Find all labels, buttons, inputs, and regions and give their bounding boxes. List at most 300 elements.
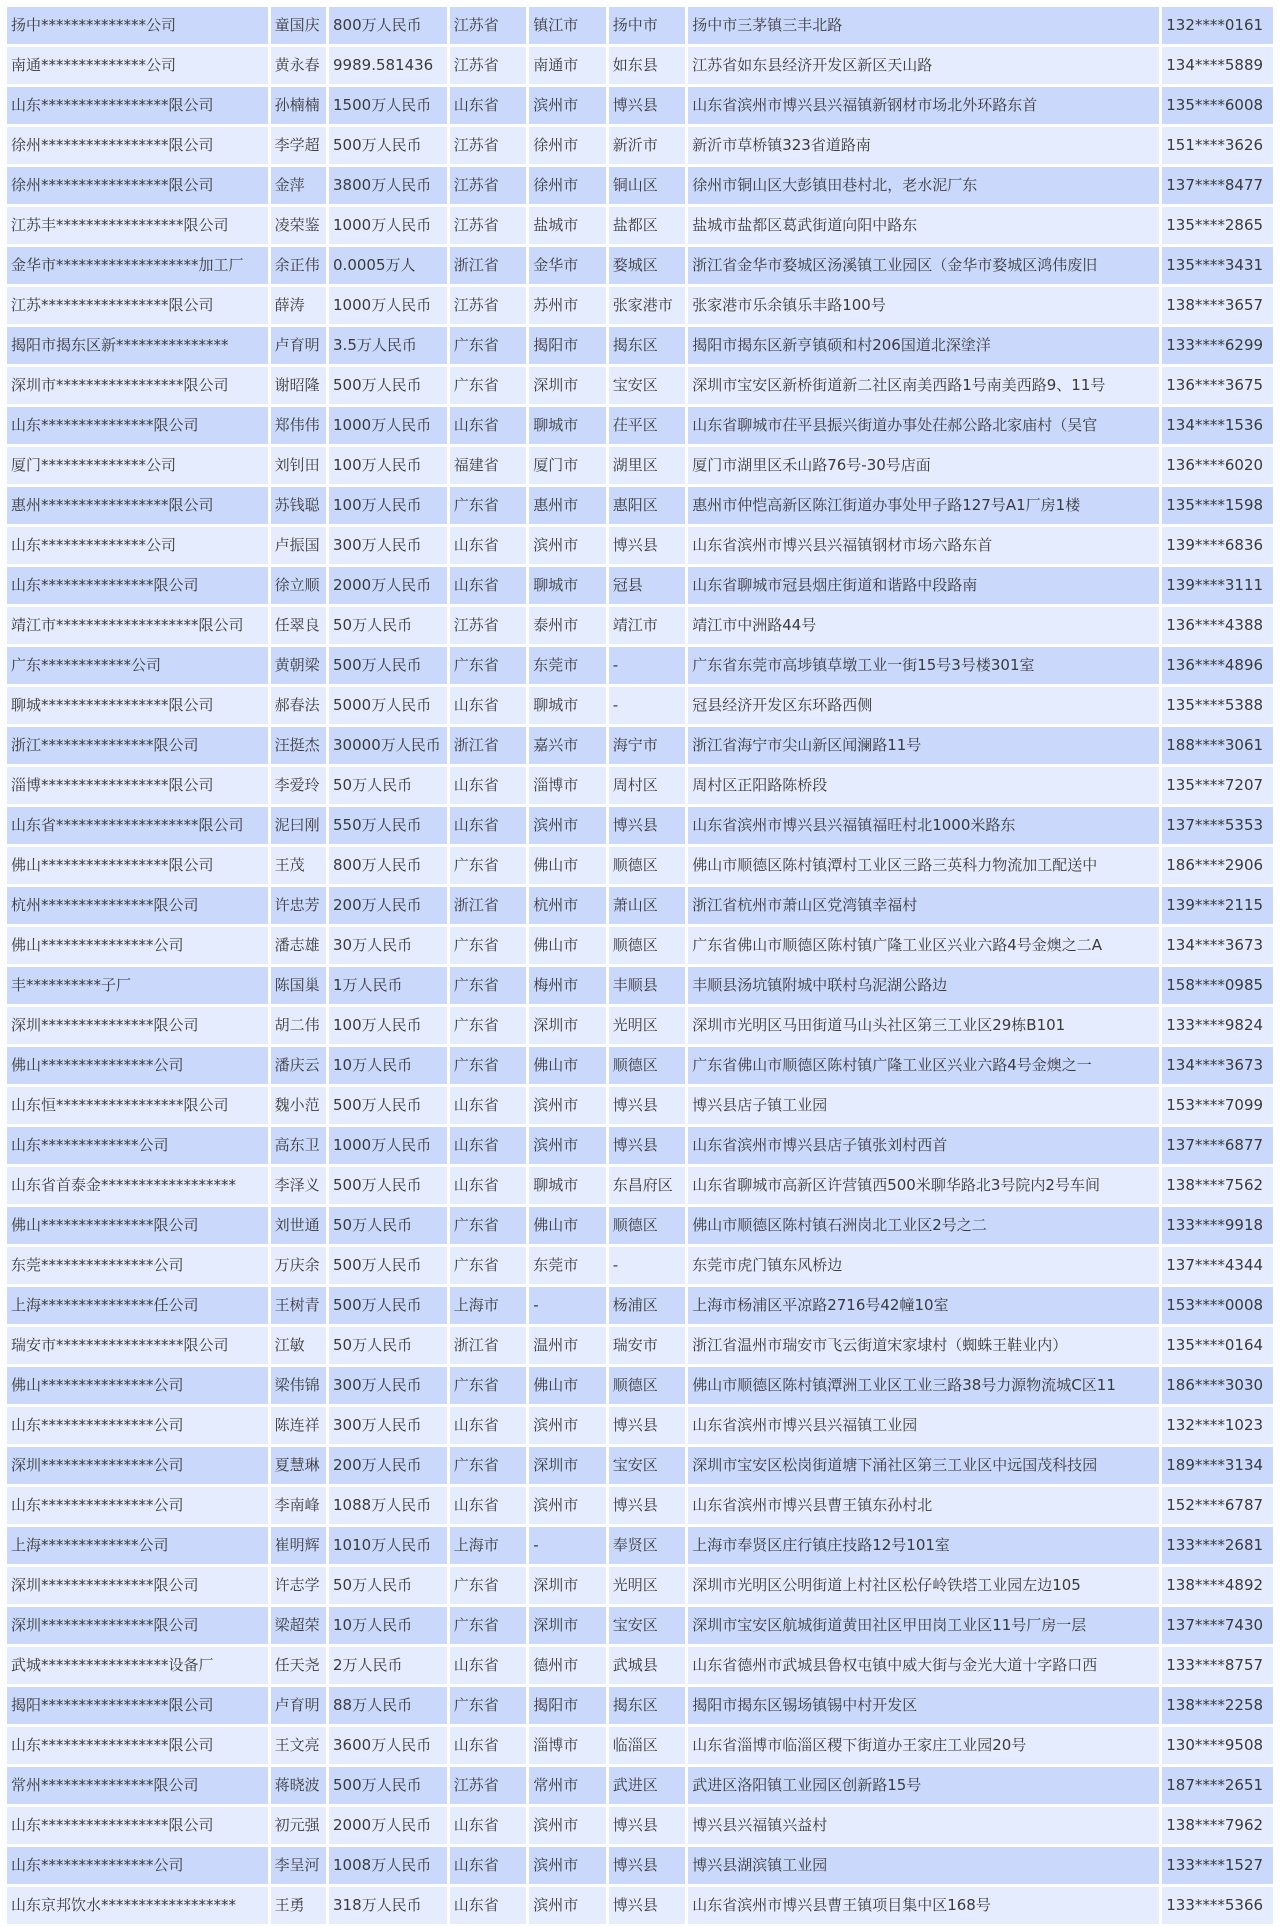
company-name-cell: 深圳***************限公司 xyxy=(7,1607,268,1644)
table-row xyxy=(7,127,1273,164)
table-row xyxy=(7,1247,1273,1284)
legal-person-cell: 高东卫 xyxy=(271,1127,326,1164)
phone-cell: 134****3673 xyxy=(1162,927,1273,964)
company-name-cell: 山东*****************限公司 xyxy=(7,1727,268,1764)
company-name-cell: 佛山***************公司 xyxy=(7,927,268,964)
city-cell: 佛山市 xyxy=(529,1367,605,1404)
table-row xyxy=(7,967,1273,1004)
phone-cell: 135****6008 xyxy=(1162,87,1273,124)
city-cell: 嘉兴市 xyxy=(529,727,605,764)
address-cell: 博兴县店子镇工业园 xyxy=(688,1087,1159,1124)
company-name-cell: 聊城*****************限公司 xyxy=(7,687,268,724)
legal-person-cell: 黄朝梁 xyxy=(271,647,326,684)
table-row xyxy=(7,727,1273,764)
table-row xyxy=(7,87,1273,124)
address-cell: 深圳市宝安区新桥街道新二社区南美西路1号南美西路9、11号 xyxy=(688,367,1159,404)
legal-person-cell: 江敏 xyxy=(271,1327,326,1364)
registered-capital-cell: 550万人民币 xyxy=(329,807,447,844)
table-row xyxy=(7,527,1273,564)
phone-cell: 135****0164 xyxy=(1162,1327,1273,1364)
province-cell: 广东省 xyxy=(450,1607,526,1644)
legal-person-cell: 谢昭隆 xyxy=(271,367,326,404)
city-cell: 滨州市 xyxy=(529,527,605,564)
city-cell: 厦门市 xyxy=(529,447,605,484)
legal-person-cell: 潘志雄 xyxy=(271,927,326,964)
registered-capital-cell: 500万人民币 xyxy=(329,1247,447,1284)
phone-cell: 136****6020 xyxy=(1162,447,1273,484)
phone-cell: 151****3626 xyxy=(1162,127,1273,164)
company-name-cell: 金华市*******************加工厂 xyxy=(7,247,268,284)
legal-person-cell: 郑伟伟 xyxy=(271,407,326,444)
address-cell: 扬中市三茅镇三丰北路 xyxy=(688,7,1159,44)
registered-capital-cell: 318万人民币 xyxy=(329,1887,447,1924)
phone-cell: 138****3657 xyxy=(1162,287,1273,324)
registered-capital-cell: 1500万人民币 xyxy=(329,87,447,124)
district-cell: 博兴县 xyxy=(609,1407,685,1444)
registered-capital-cell: 0.0005万人 xyxy=(329,247,447,284)
legal-person-cell: 泥曰刚 xyxy=(271,807,326,844)
district-cell: 武进区 xyxy=(609,1767,685,1804)
district-cell: 如东县 xyxy=(609,47,685,84)
phone-cell: 135****3431 xyxy=(1162,247,1273,284)
city-cell: 东莞市 xyxy=(529,1247,605,1284)
province-cell: 江苏省 xyxy=(450,287,526,324)
table-row xyxy=(7,1567,1273,1604)
registered-capital-cell: 100万人民币 xyxy=(329,447,447,484)
district-cell: 东昌府区 xyxy=(609,1167,685,1204)
district-cell: 顺德区 xyxy=(609,1367,685,1404)
company-name-cell: 山东*****************限公司 xyxy=(7,1807,268,1844)
registered-capital-cell: 200万人民币 xyxy=(329,1447,447,1484)
table-row xyxy=(7,1167,1273,1204)
city-cell: 苏州市 xyxy=(529,287,605,324)
table-row xyxy=(7,567,1273,604)
company-table xyxy=(4,4,1276,1927)
province-cell: 山东省 xyxy=(450,1847,526,1884)
city-cell: 温州市 xyxy=(529,1327,605,1364)
company-name-cell: 佛山***************公司 xyxy=(7,1047,268,1084)
province-cell: 江苏省 xyxy=(450,1767,526,1804)
company-name-cell: 佛山***************限公司 xyxy=(7,1207,268,1244)
address-cell: 徐州市铜山区大彭镇田巷村北，老水泥厂东 xyxy=(688,167,1159,204)
city-cell: 泰州市 xyxy=(529,607,605,644)
registered-capital-cell: 10万人民币 xyxy=(329,1607,447,1644)
city-cell: 徐州市 xyxy=(529,127,605,164)
legal-person-cell: 任天尧 xyxy=(271,1647,326,1684)
registered-capital-cell: 100万人民币 xyxy=(329,1007,447,1044)
district-cell: 顺德区 xyxy=(609,927,685,964)
legal-person-cell: 梁超荣 xyxy=(271,1607,326,1644)
city-cell: 滨州市 xyxy=(529,1407,605,1444)
address-cell: 山东省聊城市冠县烟庄街道和谐路中段路南 xyxy=(688,567,1159,604)
company-name-cell: 山东*************公司 xyxy=(7,1127,268,1164)
table-row xyxy=(7,847,1273,884)
legal-person-cell: 黄永春 xyxy=(271,47,326,84)
phone-cell: 133****1527 xyxy=(1162,1847,1273,1884)
registered-capital-cell: 1000万人民币 xyxy=(329,207,447,244)
city-cell: 深圳市 xyxy=(529,1447,605,1484)
province-cell: 山东省 xyxy=(450,87,526,124)
province-cell: 山东省 xyxy=(450,1727,526,1764)
table-row xyxy=(7,1327,1273,1364)
table-row xyxy=(7,487,1273,524)
registered-capital-cell: 1000万人民币 xyxy=(329,287,447,324)
city-cell: 镇江市 xyxy=(529,7,605,44)
registered-capital-cell: 3.5万人民币 xyxy=(329,327,447,364)
district-cell: 宝安区 xyxy=(609,1607,685,1644)
registered-capital-cell: 88万人民币 xyxy=(329,1687,447,1724)
legal-person-cell: 李呈河 xyxy=(271,1847,326,1884)
district-cell: 萧山区 xyxy=(609,887,685,924)
city-cell: 深圳市 xyxy=(529,1607,605,1644)
province-cell: 浙江省 xyxy=(450,1327,526,1364)
province-cell: 山东省 xyxy=(450,687,526,724)
city-cell: - xyxy=(529,1527,605,1564)
address-cell: 佛山市顺德区陈村镇潭洲工业区工业三路38号力源物流城C区11 xyxy=(688,1367,1159,1404)
table-row xyxy=(7,327,1273,364)
registered-capital-cell: 3600万人民币 xyxy=(329,1727,447,1764)
table-row xyxy=(7,1847,1273,1884)
phone-cell: 138****2258 xyxy=(1162,1687,1273,1724)
company-name-cell: 淄博*****************限公司 xyxy=(7,767,268,804)
city-cell: 盐城市 xyxy=(529,207,605,244)
address-cell: 深圳市宝安区航城街道黄田社区甲田岗工业区11号厂房一层 xyxy=(688,1607,1159,1644)
phone-cell: 132****1023 xyxy=(1162,1407,1273,1444)
company-name-cell: 扬中**************公司 xyxy=(7,7,268,44)
table-row xyxy=(7,447,1273,484)
city-cell: 聊城市 xyxy=(529,567,605,604)
district-cell: 博兴县 xyxy=(609,1087,685,1124)
district-cell: 揭东区 xyxy=(609,327,685,364)
company-name-cell: 江苏丰*****************限公司 xyxy=(7,207,268,244)
address-cell: 新沂市草桥镇323省道路南 xyxy=(688,127,1159,164)
legal-person-cell: 任翠良 xyxy=(271,607,326,644)
province-cell: 广东省 xyxy=(450,327,526,364)
province-cell: 上海市 xyxy=(450,1287,526,1324)
district-cell: 博兴县 xyxy=(609,1807,685,1844)
company-name-cell: 常州***************限公司 xyxy=(7,1767,268,1804)
phone-cell: 186****2906 xyxy=(1162,847,1273,884)
table-row xyxy=(7,767,1273,804)
district-cell: 张家港市 xyxy=(609,287,685,324)
city-cell: 深圳市 xyxy=(529,1567,605,1604)
company-name-cell: 东莞***************公司 xyxy=(7,1247,268,1284)
address-cell: 靖江市中洲路44号 xyxy=(688,607,1159,644)
company-name-cell: 山东**************公司 xyxy=(7,527,268,564)
district-cell: - xyxy=(609,687,685,724)
address-cell: 佛山市顺德区陈村镇石洲岗北工业区2号之二 xyxy=(688,1207,1159,1244)
city-cell: 佛山市 xyxy=(529,1047,605,1084)
company-name-cell: 山东省*******************限公司 xyxy=(7,807,268,844)
legal-person-cell: 李爱玲 xyxy=(271,767,326,804)
table-row xyxy=(7,1407,1273,1444)
legal-person-cell: 王茂 xyxy=(271,847,326,884)
city-cell: 金华市 xyxy=(529,247,605,284)
table-row xyxy=(7,1207,1273,1244)
table-row xyxy=(7,1727,1273,1764)
district-cell: - xyxy=(609,647,685,684)
legal-person-cell: 王勇 xyxy=(271,1887,326,1924)
city-cell: 佛山市 xyxy=(529,847,605,884)
legal-person-cell: 蒋晓波 xyxy=(271,1767,326,1804)
district-cell: 博兴县 xyxy=(609,527,685,564)
company-name-cell: 山东***************公司 xyxy=(7,1847,268,1884)
district-cell: 周村区 xyxy=(609,767,685,804)
registered-capital-cell: 1000万人民币 xyxy=(329,407,447,444)
address-cell: 丰顺县汤坑镇附城中联村乌泥湖公路边 xyxy=(688,967,1159,1004)
table-row xyxy=(7,1287,1273,1324)
legal-person-cell: 凌荣鉴 xyxy=(271,207,326,244)
address-cell: 江苏省如东县经济开发区新区天山路 xyxy=(688,47,1159,84)
registered-capital-cell: 300万人民币 xyxy=(329,1407,447,1444)
city-cell: 滨州市 xyxy=(529,1807,605,1844)
registered-capital-cell: 200万人民币 xyxy=(329,887,447,924)
phone-cell: 138****7962 xyxy=(1162,1807,1273,1844)
district-cell: 博兴县 xyxy=(609,87,685,124)
phone-cell: 137****4344 xyxy=(1162,1247,1273,1284)
legal-person-cell: 卢育明 xyxy=(271,327,326,364)
legal-person-cell: 刘钊田 xyxy=(271,447,326,484)
city-cell: 揭阳市 xyxy=(529,1687,605,1724)
district-cell: 冠县 xyxy=(609,567,685,604)
table-row xyxy=(7,247,1273,284)
registered-capital-cell: 500万人民币 xyxy=(329,1087,447,1124)
company-name-cell: 山东***************限公司 xyxy=(7,567,268,604)
district-cell: 博兴县 xyxy=(609,1487,685,1524)
address-cell: 山东省滨州市博兴县兴福镇工业园 xyxy=(688,1407,1159,1444)
district-cell: 宝安区 xyxy=(609,367,685,404)
address-cell: 浙江省温州市瑞安市飞云街道宋家埭村（蜘蛛王鞋业内） xyxy=(688,1327,1159,1364)
phone-cell: 187****2651 xyxy=(1162,1767,1273,1804)
city-cell: 杭州市 xyxy=(529,887,605,924)
phone-cell: 136****4896 xyxy=(1162,647,1273,684)
phone-cell: 138****7562 xyxy=(1162,1167,1273,1204)
company-name-cell: 广东************公司 xyxy=(7,647,268,684)
district-cell: 临淄区 xyxy=(609,1727,685,1764)
table-row xyxy=(7,1447,1273,1484)
city-cell: 聊城市 xyxy=(529,687,605,724)
registered-capital-cell: 50万人民币 xyxy=(329,1327,447,1364)
address-cell: 山东省滨州市博兴县兴福镇钢材市场六路东首 xyxy=(688,527,1159,564)
company-name-cell: 深圳***************公司 xyxy=(7,1447,268,1484)
city-cell: 揭阳市 xyxy=(529,327,605,364)
address-cell: 浙江省杭州市萧山区党湾镇幸福村 xyxy=(688,887,1159,924)
table-row xyxy=(7,287,1273,324)
phone-cell: 134****5889 xyxy=(1162,47,1273,84)
legal-person-cell: 李学超 xyxy=(271,127,326,164)
phone-cell: 158****0985 xyxy=(1162,967,1273,1004)
address-cell: 山东省滨州市博兴县店子镇张刘村西首 xyxy=(688,1127,1159,1164)
province-cell: 广东省 xyxy=(450,647,526,684)
province-cell: 山东省 xyxy=(450,1087,526,1124)
company-name-cell: 江苏*****************限公司 xyxy=(7,287,268,324)
legal-person-cell: 陈连祥 xyxy=(271,1407,326,1444)
city-cell: 滨州市 xyxy=(529,807,605,844)
district-cell: 靖江市 xyxy=(609,607,685,644)
district-cell: 武城县 xyxy=(609,1647,685,1684)
company-name-cell: 浙江***************限公司 xyxy=(7,727,268,764)
table-row xyxy=(7,47,1273,84)
company-name-cell: 瑞安市*****************限公司 xyxy=(7,1327,268,1364)
phone-cell: 135****7207 xyxy=(1162,767,1273,804)
table-row xyxy=(7,1527,1273,1564)
province-cell: 广东省 xyxy=(450,367,526,404)
phone-cell: 133****9918 xyxy=(1162,1207,1273,1244)
company-name-cell: 山东省首泰金****************** xyxy=(7,1167,268,1204)
address-cell: 上海市奉贤区庄行镇庄技路12号101室 xyxy=(688,1527,1159,1564)
province-cell: 山东省 xyxy=(450,1127,526,1164)
registered-capital-cell: 300万人民币 xyxy=(329,1367,447,1404)
city-cell: 滨州市 xyxy=(529,87,605,124)
legal-person-cell: 徐立顺 xyxy=(271,567,326,604)
legal-person-cell: 孙楠楠 xyxy=(271,87,326,124)
phone-cell: 139****6836 xyxy=(1162,527,1273,564)
district-cell: 湖里区 xyxy=(609,447,685,484)
table-row xyxy=(7,7,1273,44)
table-row xyxy=(7,647,1273,684)
address-cell: 武进区洛阳镇工业园区创新路15号 xyxy=(688,1767,1159,1804)
phone-cell: 134****3673 xyxy=(1162,1047,1273,1084)
city-cell: 南通市 xyxy=(529,47,605,84)
address-cell: 山东省滨州市博兴县兴福镇福旺村北1000米路东 xyxy=(688,807,1159,844)
district-cell: 海宁市 xyxy=(609,727,685,764)
province-cell: 山东省 xyxy=(450,1167,526,1204)
table-row xyxy=(7,367,1273,404)
address-cell: 深圳市光明区公明街道上村社区松仔岭铁塔工业园左边105 xyxy=(688,1567,1159,1604)
city-cell: 滨州市 xyxy=(529,1127,605,1164)
registered-capital-cell: 500万人民币 xyxy=(329,367,447,404)
district-cell: 博兴县 xyxy=(609,1887,685,1924)
legal-person-cell: 童国庆 xyxy=(271,7,326,44)
company-name-cell: 深圳***************限公司 xyxy=(7,1567,268,1604)
registered-capital-cell: 800万人民币 xyxy=(329,847,447,884)
phone-cell: 133****9824 xyxy=(1162,1007,1273,1044)
address-cell: 山东省滨州市博兴县曹王镇东孙村北 xyxy=(688,1487,1159,1524)
registered-capital-cell: 5000万人民币 xyxy=(329,687,447,724)
legal-person-cell: 胡二伟 xyxy=(271,1007,326,1044)
legal-person-cell: 许志学 xyxy=(271,1567,326,1604)
district-cell: 博兴县 xyxy=(609,1847,685,1884)
address-cell: 广东省佛山市顺德区陈村镇广隆工业区兴业六路4号金燠之二A xyxy=(688,927,1159,964)
table-row xyxy=(7,687,1273,724)
city-cell: 东莞市 xyxy=(529,647,605,684)
address-cell: 揭阳市揭东区新亨镇硕和村206国道北深塗洋 xyxy=(688,327,1159,364)
city-cell: 惠州市 xyxy=(529,487,605,524)
province-cell: 浙江省 xyxy=(450,887,526,924)
legal-person-cell: 初元强 xyxy=(271,1807,326,1844)
phone-cell: 153****0008 xyxy=(1162,1287,1273,1324)
district-cell: 光明区 xyxy=(609,1007,685,1044)
company-name-cell: 徐州*****************限公司 xyxy=(7,127,268,164)
company-name-cell: 惠州*****************限公司 xyxy=(7,487,268,524)
province-cell: 山东省 xyxy=(450,1647,526,1684)
province-cell: 江苏省 xyxy=(450,127,526,164)
city-cell: 聊城市 xyxy=(529,407,605,444)
company-name-cell: 上海*************公司 xyxy=(7,1527,268,1564)
legal-person-cell: 万庆余 xyxy=(271,1247,326,1284)
table-row xyxy=(7,1487,1273,1524)
province-cell: 江苏省 xyxy=(450,607,526,644)
phone-cell: 134****1536 xyxy=(1162,407,1273,444)
address-cell: 东莞市虎门镇东风桥边 xyxy=(688,1247,1159,1284)
district-cell: 盐都区 xyxy=(609,207,685,244)
province-cell: 上海市 xyxy=(450,1527,526,1564)
company-name-cell: 靖江市*******************限公司 xyxy=(7,607,268,644)
registered-capital-cell: 1000万人民币 xyxy=(329,1127,447,1164)
province-cell: 山东省 xyxy=(450,1887,526,1924)
phone-cell: 137****6877 xyxy=(1162,1127,1273,1164)
legal-person-cell: 薛涛 xyxy=(271,287,326,324)
district-cell: 惠阳区 xyxy=(609,487,685,524)
district-cell: 新沂市 xyxy=(609,127,685,164)
table-row xyxy=(7,167,1273,204)
registered-capital-cell: 1万人民币 xyxy=(329,967,447,1004)
address-cell: 揭阳市揭东区锡场镇锡中村开发区 xyxy=(688,1687,1159,1724)
registered-capital-cell: 30万人民币 xyxy=(329,927,447,964)
district-cell: 顺德区 xyxy=(609,1047,685,1084)
city-cell: 淄博市 xyxy=(529,1727,605,1764)
province-cell: 山东省 xyxy=(450,1407,526,1444)
province-cell: 江苏省 xyxy=(450,207,526,244)
registered-capital-cell: 100万人民币 xyxy=(329,487,447,524)
registered-capital-cell: 1088万人民币 xyxy=(329,1487,447,1524)
phone-cell: 186****3030 xyxy=(1162,1367,1273,1404)
phone-cell: 136****4388 xyxy=(1162,607,1273,644)
phone-cell: 139****2115 xyxy=(1162,887,1273,924)
company-name-cell: 深圳***************限公司 xyxy=(7,1007,268,1044)
table-row xyxy=(7,807,1273,844)
table-row xyxy=(7,1607,1273,1644)
city-cell: 徐州市 xyxy=(529,167,605,204)
table-row xyxy=(7,1807,1273,1844)
district-cell: 宝安区 xyxy=(609,1447,685,1484)
registered-capital-cell: 50万人民币 xyxy=(329,1207,447,1244)
registered-capital-cell: 500万人民币 xyxy=(329,1287,447,1324)
province-cell: 广东省 xyxy=(450,1207,526,1244)
province-cell: 江苏省 xyxy=(450,167,526,204)
registered-capital-cell: 300万人民币 xyxy=(329,527,447,564)
address-cell: 山东省滨州市博兴县兴福镇新钢材市场北外环路东首 xyxy=(688,87,1159,124)
district-cell: 瑞安市 xyxy=(609,1327,685,1364)
province-cell: 江苏省 xyxy=(450,47,526,84)
address-cell: 博兴县兴福镇兴益村 xyxy=(688,1807,1159,1844)
table-row xyxy=(7,1047,1273,1084)
city-cell: 滨州市 xyxy=(529,1087,605,1124)
legal-person-cell: 梁伟锦 xyxy=(271,1367,326,1404)
district-cell: 顺德区 xyxy=(609,847,685,884)
address-cell: 山东省聊城市高新区许营镇西500米聊华路北3号院内2号车间 xyxy=(688,1167,1159,1204)
legal-person-cell: 李南峰 xyxy=(271,1487,326,1524)
table-row xyxy=(7,887,1273,924)
legal-person-cell: 王文亮 xyxy=(271,1727,326,1764)
phone-cell: 135****5388 xyxy=(1162,687,1273,724)
legal-person-cell: 王树青 xyxy=(271,1287,326,1324)
company-name-cell: 揭阳市揭东区新*************** xyxy=(7,327,268,364)
phone-cell: 153****7099 xyxy=(1162,1087,1273,1124)
company-name-cell: 山东*****************限公司 xyxy=(7,87,268,124)
registered-capital-cell: 9989.581436 xyxy=(329,47,447,84)
company-name-cell: 杭州***************限公司 xyxy=(7,887,268,924)
district-cell: 博兴县 xyxy=(609,807,685,844)
city-cell: 滨州市 xyxy=(529,1887,605,1924)
province-cell: 广东省 xyxy=(450,847,526,884)
registered-capital-cell: 50万人民币 xyxy=(329,767,447,804)
city-cell: 德州市 xyxy=(529,1647,605,1684)
registered-capital-cell: 1008万人民币 xyxy=(329,1847,447,1884)
address-cell: 深圳市光明区马田街道马山头社区第三工业区29栋B101 xyxy=(688,1007,1159,1044)
phone-cell: 133****6299 xyxy=(1162,327,1273,364)
province-cell: 福建省 xyxy=(450,447,526,484)
